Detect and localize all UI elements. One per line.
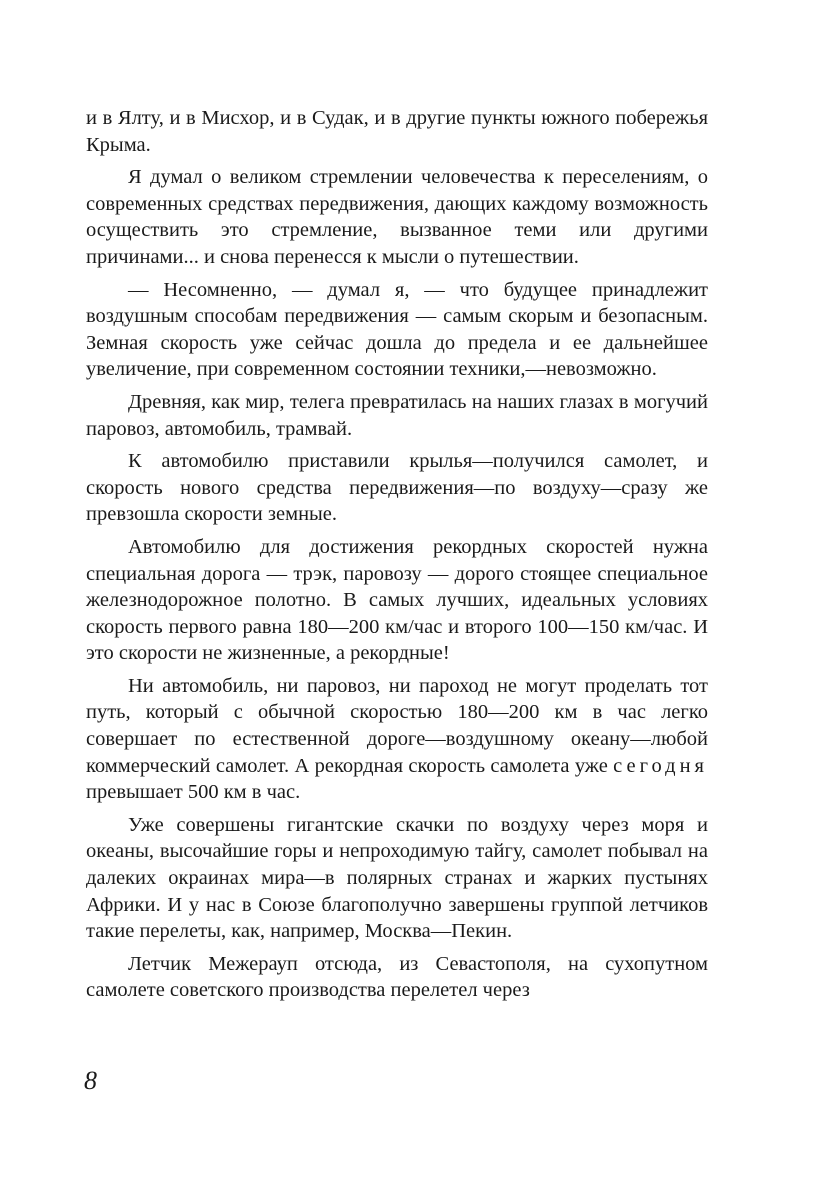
paragraph-9: Летчик Межерауп отсюда, из Севастополя, на сухопутном самолете советского производства перелетел через xyxy=(86,952,708,1002)
paragraph-5: К автомобилю приставили крылья—получился самолет, и скорость нового средства передвижения—по воздуху—сразу же превзошла скорости земные. xyxy=(86,450,708,526)
paragraph-8: Уже совершены гигантские скачки по воздуху через моря и океаны, высочайшие горы и непроходимую тайгу, самолет побывал на далеких окраинах мира—в полярных странах и жарких пустынях Африки. И у нас в Союзе благополучно завершены группой летчиков такие перелеты, как, например, Москва—Пекин. xyxy=(86,813,708,943)
paragraph-6: Автомобилю для достижения рекордных скоростей нужна специальная дорога — трэк, паровозу — дорого стоящее специальное железнодорожное полотно. В самых лучших, идеальных условиях скорость первого равна 180—200 км/час и второго 100—150 км/час. И это скорости не жизненные, а рекордные! xyxy=(86,535,708,665)
paragraph-3: — Несомненно, — думал я, — что будущее принадлежит воздушным способам передвижения — самым скорым и безопасным. Земная скорость уже сейчас дошла до предела и ее дальнейшее увеличение, при современном состоянии техники,—невозможно. xyxy=(86,278,708,381)
page-number: 8 xyxy=(84,1066,97,1095)
paragraph-1: и в Ялту, и в Мисхор, и в Судак, и в другие пункты южного побережья Крыма. xyxy=(86,107,708,156)
paragraph-7-text-after: превышает 500 км в час. xyxy=(86,781,301,804)
paragraph-7-spaced-word: сегодня xyxy=(613,754,708,777)
paragraph-2: Я думал о великом стремлении человечества к переселениям, о современных средствах передвижения, дающих каждому возможность осуществить это стремление, вызванное теми или другими причинами... и снова перенесся к мысли о путешествии. xyxy=(86,166,708,268)
paragraph-4: Древняя, как мир, телега превратилась на наших глазах в могучий паровоз, автомобиль, трамвай. xyxy=(86,390,708,440)
paragraph-7 xyxy=(86,673,708,806)
page-body xyxy=(86,105,708,1010)
paragraph-7-text-before: Ни автомобиль, ни паровоз, ни пароход не могут проделать тот путь, который с обычной скоростью 180—200 км в час легко совершает по естественной дороге—воздушному океану—любой коммерческий самолет. А рекордная скорость самолета уже xyxy=(86,674,708,777)
